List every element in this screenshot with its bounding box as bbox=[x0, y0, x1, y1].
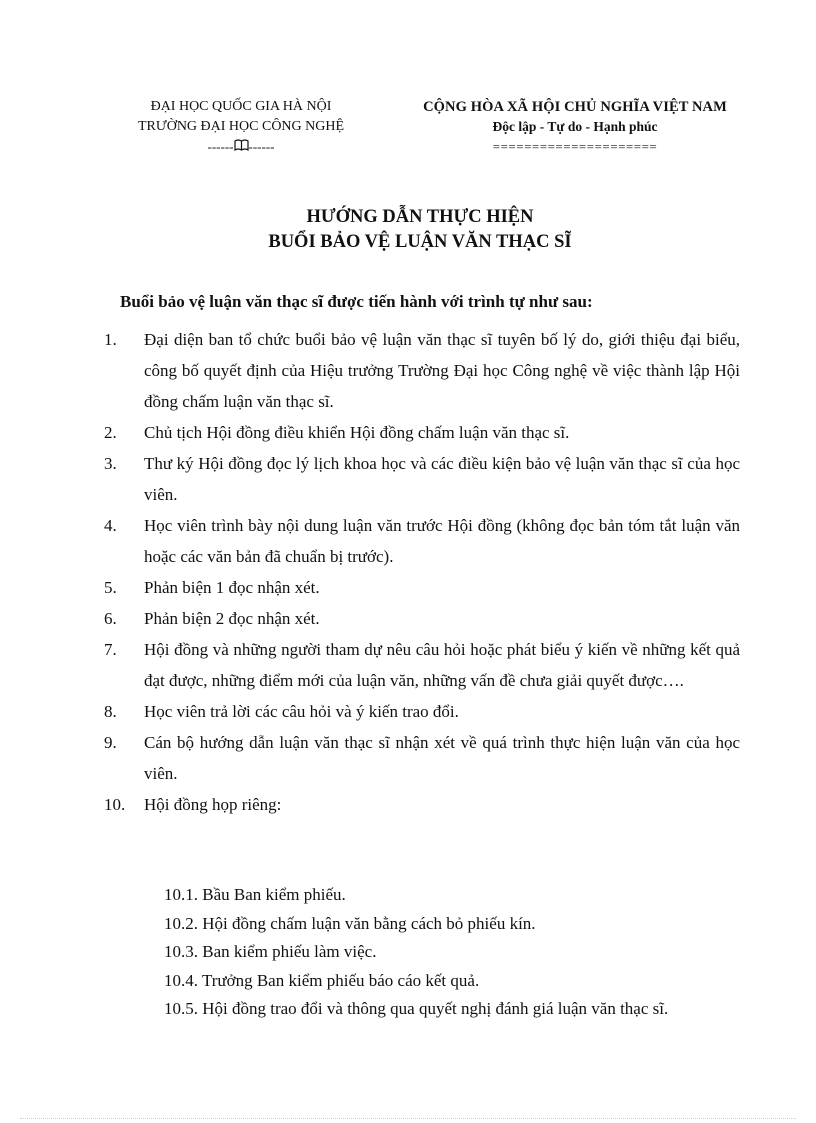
step-text: Chủ tịch Hội đồng điều khiển Hội đồng chấm luận văn thạc sĩ. bbox=[144, 423, 570, 442]
substeps-list bbox=[164, 881, 764, 1024]
book-icon bbox=[234, 137, 249, 157]
header-right-separator: ===================== bbox=[492, 139, 658, 154]
step-text: Đại diện ban tổ chức buổi bảo vệ luận văn thạc sĩ tuyên bố lý do, giới thiệu đại biểu, công bố quyết định của Hiệu trưởng Trường Đại học Công nghệ về việc thành lập Hội đồng chấm luận văn thạc sĩ. bbox=[144, 330, 740, 411]
step-text: Thư ký Hội đồng đọc lý lịch khoa học và các điều kiện bảo vệ luận văn thạc sĩ của học viên. bbox=[144, 454, 740, 504]
list-item: 10.4. Trưởng Ban kiểm phiếu báo cáo kết quả. bbox=[164, 970, 480, 990]
country-name: CỘNG HÒA XÃ HỘI CHỦ NGHĨA VIỆT NAM bbox=[423, 99, 727, 115]
list-item bbox=[104, 634, 740, 696]
step-number: 1. bbox=[104, 330, 117, 349]
step-number: 6. bbox=[104, 609, 117, 628]
header-left bbox=[96, 97, 386, 157]
list-item: 10.5. Hội đồng trao đổi và thông qua quyết nghị đánh giá luận văn thạc sĩ. bbox=[164, 999, 669, 1018]
school-name: TRƯỜNG ĐẠI HỌC CÔNG NGHỆ bbox=[137, 119, 345, 134]
step-text: Học viên trả lời các câu hỏi và ý kiến trao đổi. bbox=[144, 702, 459, 721]
step-number: 4. bbox=[104, 516, 117, 535]
step-number: 9. bbox=[104, 733, 117, 752]
header-right bbox=[395, 97, 755, 157]
title-line-1: HƯỚNG DẪN THỰC HIỆN bbox=[306, 207, 534, 227]
document-title bbox=[0, 205, 816, 255]
steps-list bbox=[104, 324, 740, 820]
list-item bbox=[104, 324, 740, 417]
list-item: 10.1. Bầu Ban kiểm phiếu. bbox=[164, 885, 346, 904]
title-line-2: BUỔI BẢO VỆ LUẬN VĂN THẠC SĨ bbox=[268, 232, 572, 252]
list-item bbox=[104, 789, 740, 820]
step-number: 7. bbox=[104, 640, 117, 659]
step-text: Học viên trình bày nội dung luận văn trước Hội đồng (không đọc bản tóm tắt luận văn hoặc các văn bản đã chuẩn bị trước). bbox=[144, 516, 740, 566]
list-item bbox=[104, 603, 740, 634]
list-item bbox=[104, 696, 740, 727]
list-item bbox=[104, 727, 740, 789]
list-item bbox=[104, 417, 740, 448]
step-text: Cán bộ hướng dẫn luận văn thạc sĩ nhận xét về quá trình thực hiện luận văn của học viên. bbox=[144, 733, 740, 783]
step-number: 2. bbox=[104, 423, 117, 442]
list-item bbox=[104, 510, 740, 572]
step-number: 3. bbox=[104, 454, 117, 473]
list-item bbox=[104, 448, 740, 510]
list-item bbox=[104, 572, 740, 603]
step-number: 10. bbox=[104, 795, 126, 814]
motto: Độc lập - Tự do - Hạnh phúc bbox=[492, 119, 658, 134]
header-left-separator: ------ ------ bbox=[96, 137, 386, 157]
list-item: 10.2. Hội đồng chấm luận văn bằng cách bỏ phiếu kín. bbox=[164, 913, 536, 933]
step-text: Phản biện 2 đọc nhận xét. bbox=[144, 609, 320, 628]
intro-text: Buổi bảo vệ luận văn thạc sĩ được tiến hành với trình tự như sau: bbox=[120, 292, 593, 311]
step-text: Hội đồng họp riêng: bbox=[144, 795, 282, 814]
university-name: ĐẠI HỌC QUỐC GIA HÀ NỘI bbox=[150, 99, 332, 114]
step-text: Hội đồng và những người tham dự nêu câu hỏi hoặc phát biểu ý kiến về những kết quả đạt được, những điểm mới của luận văn, những vấn đề chưa giải quyết được…. bbox=[144, 640, 740, 690]
step-number: 5. bbox=[104, 578, 117, 597]
list-item: 10.3. Ban kiểm phiếu làm việc. bbox=[164, 942, 377, 961]
step-number: 8. bbox=[104, 702, 117, 721]
page-bottom-divider bbox=[20, 1118, 796, 1119]
step-text: Phản biện 1 đọc nhận xét. bbox=[144, 578, 320, 597]
